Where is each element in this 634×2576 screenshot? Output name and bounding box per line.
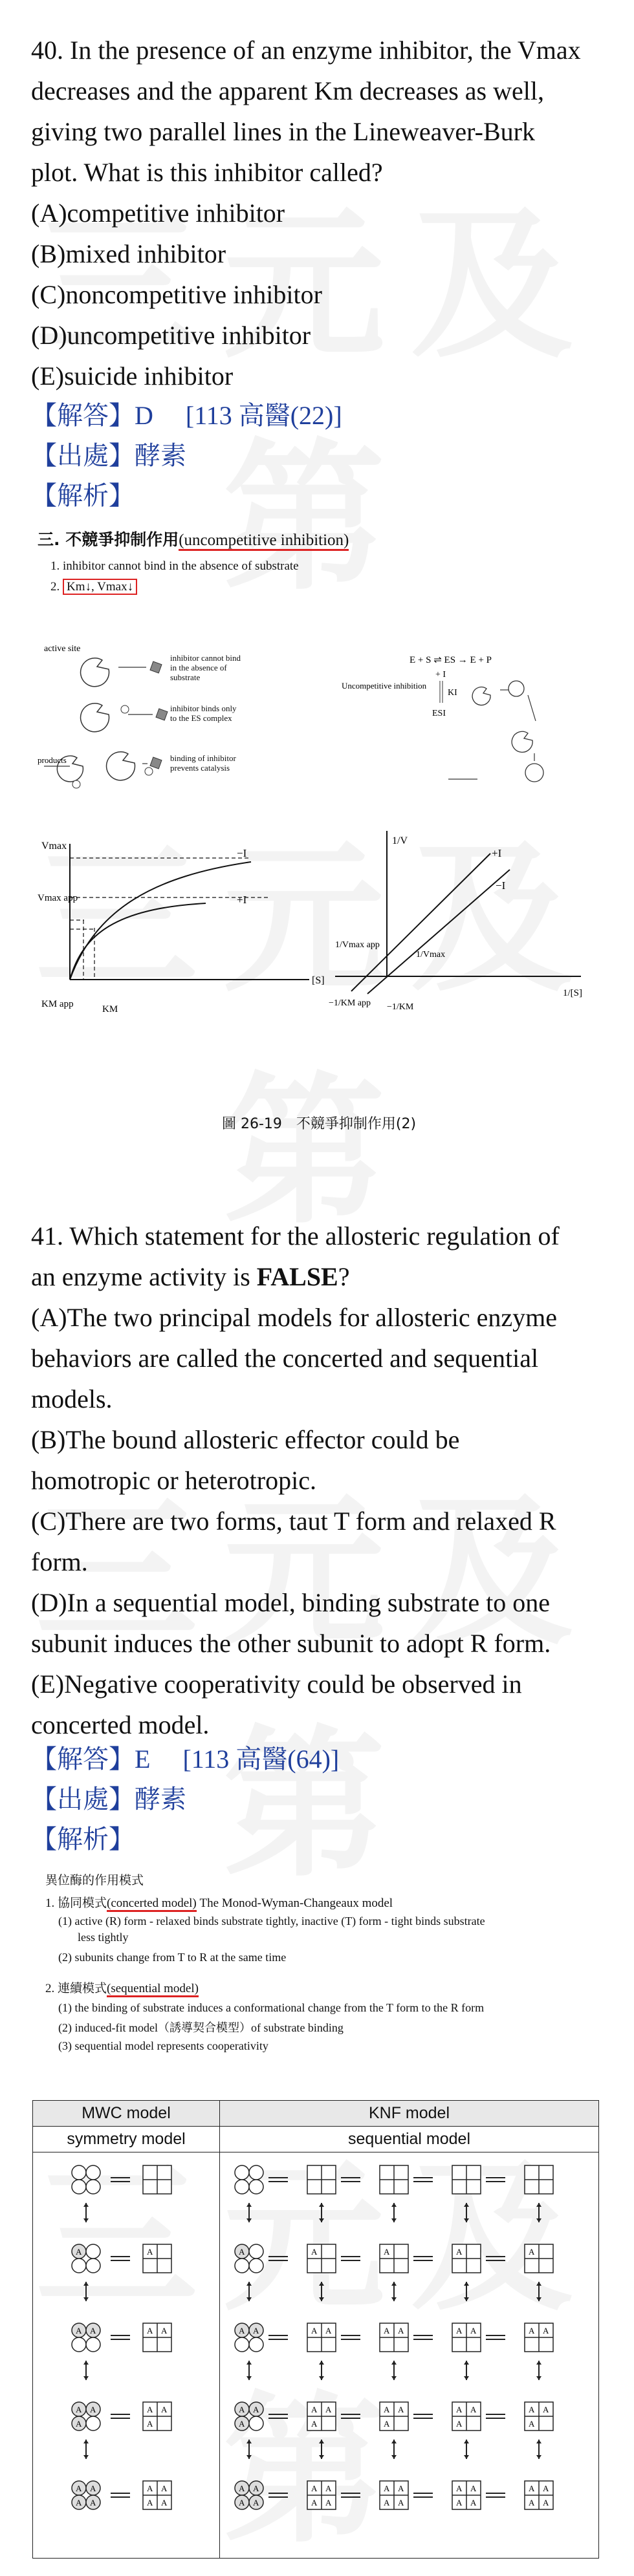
svg-text:A: A [147,2326,153,2335]
r-subunit-block [143,2244,171,2273]
equilibrium-arrow [268,2178,288,2182]
t-subunit [86,2416,100,2431]
mwc-diagram [33,2152,219,2553]
t-subunit [86,2323,100,2337]
scheme-esi: ESI [432,709,446,718]
r-subunit-block [525,2165,553,2194]
t-subunit [72,2495,86,2509]
svg-text:A: A [90,2405,96,2414]
model-1-name: (concerted model) [107,1896,197,1912]
t-subunit [249,2180,263,2194]
mm-curve-minus-i: −I [237,847,247,859]
svg-text:A: A [470,2405,476,2414]
option-c-cont: form. [31,1547,88,1576]
svg-text:A: A [383,2405,389,2414]
vertical-arrow [83,2282,89,2301]
option-d-cont: subunit induces the other subunit to adopt R form. [31,1629,551,1658]
answer-label: 【解答】D [31,401,153,430]
vertical-arrow [391,2361,397,2380]
table-subheader-sequential: sequential model [220,2127,599,2152]
option-d: (D)uncompetitive inhibitor [31,321,311,350]
question-40 [31,30,613,396]
figure-uncompetitive-inhibition [38,527,600,1148]
r-subunit-block [452,2402,481,2431]
svg-text:A: A [147,2247,153,2257]
t-subunit [72,2180,86,2194]
svg-text:A: A [383,2247,389,2257]
vertical-arrow [536,2203,541,2222]
svg-text:A: A [252,2326,259,2335]
t-subunit [86,2495,100,2509]
r-subunit-block [525,2481,553,2509]
option-a: (A)The two principal models for allosteric enzyme [31,1303,558,1332]
option-a-cont: models. [31,1384,113,1413]
svg-text:A: A [76,2484,82,2493]
model-1-point-1-cont: less tightly [78,1931,129,1944]
r-subunit-block [525,2402,553,2431]
r-subunit-block [307,2244,336,2273]
model-2-point-2: (2) induced-fit model（誘導契合模型）of substrate binding [58,2021,344,2034]
svg-text:A: A [238,2498,245,2507]
mm-km-label: KM [102,1004,118,1014]
option-e: (E)Negative cooperativity could be observed in [31,1669,522,1699]
svg-text:A: A [470,2484,476,2493]
svg-text:A: A [455,2484,462,2493]
model-2-point-3: (3) sequential model represents cooperativity [58,2039,268,2052]
model-2-point-1: (1) the binding of substrate induces a conformational change from the T form to the R form [58,2001,485,2014]
model-1-point-2: (2) subunits change from T to R at the same time [58,1951,287,1964]
option-c: (C)noncompetitive inhibitor [31,280,322,309]
svg-text:A: A [238,2419,245,2429]
t-subunit [72,2481,86,2495]
vertical-arrow [246,2282,252,2301]
lb-line-minus-i: −I [496,879,506,892]
t-subunit [235,2337,249,2352]
svg-text:A: A [542,2405,549,2414]
svg-text:A: A [528,2419,534,2429]
vertical-arrow [319,2361,324,2380]
r-subunit-block [380,2481,408,2509]
svg-text:A: A [542,2484,549,2493]
label-cannot-bind: inhibitor cannot bind in the absence of substrate [170,653,241,682]
t-subunit [249,2165,263,2180]
svg-text:A: A [383,2484,389,2493]
equilibrium-arrow [111,2493,130,2497]
svg-text:A: A [383,2498,389,2507]
svg-text:A: A [528,2498,534,2507]
t-subunit [86,2165,100,2180]
knf-diagram-cell [220,2152,599,2559]
t-subunit [235,2416,249,2431]
vertical-arrow [83,2361,89,2380]
svg-text:A: A [238,2326,245,2335]
svg-text:A: A [542,2498,549,2507]
t-subunit [235,2323,249,2337]
vertical-arrow [536,2361,541,2380]
equilibrium-arrow [341,2257,360,2260]
vertical-arrow [391,2440,397,2459]
equilibrium-arrow [268,2493,288,2497]
svg-text:A: A [397,2405,404,2414]
equilibrium-arrow [111,2414,130,2418]
vertical-arrow [536,2282,541,2301]
question-stem-end: ? [338,1262,350,1291]
mwc-knf-comparison-table [32,2100,599,2559]
svg-text:A: A [90,2498,96,2507]
r-subunit-block [143,2402,171,2431]
answer-block-40 [31,396,342,516]
svg-text:A: A [238,2484,245,2493]
t-subunit [249,2481,263,2495]
t-subunit [72,2323,86,2337]
equilibrium-arrow [268,2414,288,2418]
t-subunit [249,2402,263,2416]
equilibrium-arrow [268,2257,288,2260]
t-subunit [86,2180,100,2194]
equilibrium-arrow [486,2414,505,2418]
t-subunit [72,2259,86,2273]
t-subunit [249,2416,263,2431]
r-subunit-block [307,2323,336,2352]
svg-text:A: A [161,2498,168,2507]
svg-text:A: A [325,2484,331,2493]
analysis-label: 【解析】 [31,1825,135,1854]
question-stem-line: plot. What is this inhibitor called? [31,158,383,187]
model-2-name: (sequential model) [107,1982,199,1997]
figure-caption: 圖 26-19 不競爭抑制作用(2) [221,1116,417,1132]
svg-text:A: A [238,2247,245,2257]
label-binds-es: inhibitor binds only to the ES complex [170,703,237,723]
t-subunit [86,2259,100,2273]
option-e: (E)suicide inhibitor [31,361,234,391]
source-label: 【出處】酵素 [31,1785,186,1814]
enzyme-binding-diagram [38,637,309,799]
table-subheader-symmetry: symmetry model [33,2127,220,2152]
model-1-point-1: (1) active (R) form - relaxed binds substrate tightly, inactive (T) form - tight binds substrate [58,1915,485,1927]
option-b: (B)mixed inhibitor [31,239,226,268]
svg-text:A: A [76,2405,82,2414]
svg-text:A: A [161,2484,168,2493]
lb-y-label: 1/V [392,835,408,846]
vertical-arrow [319,2203,324,2222]
svg-text:A: A [147,2484,153,2493]
r-subunit-block [143,2323,171,2352]
svg-text:A: A [311,2405,317,2414]
vertical-arrow [319,2282,324,2301]
option-e-cont: concerted model. [31,1710,210,1739]
svg-text:A: A [238,2405,245,2414]
t-subunit [72,2165,86,2180]
r-subunit-block [452,2323,481,2352]
r-subunit-block [452,2165,481,2194]
option-a: (A)competitive inhibitor [31,199,285,228]
michaelis-menten-plot [38,831,329,1025]
equilibrium-arrow [341,2178,360,2182]
svg-text:A: A [528,2484,534,2493]
equilibrium-arrow [341,2335,360,2339]
svg-text:A: A [311,2498,317,2507]
t-subunit [86,2244,100,2259]
scheme-ki: KI [448,688,457,698]
r-subunit-block [452,2481,481,2509]
svg-text:A: A [311,2484,317,2493]
vertical-arrow [319,2440,324,2459]
equilibrium-arrow [341,2493,360,2497]
model-2-prefix: 2. 連續模式 [45,1982,107,1995]
option-d: (D)In a sequential model, binding substrate to one [31,1588,551,1617]
r-subunit-block [452,2244,481,2273]
t-subunit [235,2481,249,2495]
mm-curve-plus-i: +I [237,894,247,906]
svg-text:A: A [383,2419,389,2429]
svg-text:A: A [470,2498,476,2507]
svg-text:A: A [455,2247,462,2257]
t-subunit [249,2337,263,2352]
vertical-arrow [464,2361,469,2380]
equilibrium-arrow [486,2493,505,2497]
t-subunit [235,2165,249,2180]
equilibrium-arrow [341,2414,360,2418]
t-subunit [86,2402,100,2416]
label-binding-prevents: binding of inhibitor prevents catalysis [170,753,236,773]
svg-text:A: A [161,2326,168,2335]
svg-text:A: A [455,2419,462,2429]
svg-text:A: A [455,2326,462,2335]
svg-text:A: A [311,2247,317,2257]
mm-vmax-app-label: Vmax app [38,893,78,903]
lb-line-plus-i: +I [492,847,502,859]
table-header-mwc: MWC model [33,2101,220,2127]
r-subunit-block [307,2481,336,2509]
r-subunit-block [143,2481,171,2509]
vertical-arrow [391,2282,397,2301]
knf-diagram [222,2152,597,2553]
r-subunit-block [380,2402,408,2431]
svg-text:A: A [528,2326,534,2335]
t-subunit [249,2495,263,2509]
answer-label: 【解答】E [31,1744,151,1774]
figure-point-2-number: 2. [50,580,60,594]
svg-text:A: A [470,2326,476,2335]
svg-text:A: A [76,2498,82,2507]
figure-allosteric-models [45,1871,608,2556]
question-stem-line: an enzyme activity is [31,1262,257,1291]
r-subunit-block [380,2244,408,2273]
option-b: (B)The bound allosteric effector could be [31,1425,460,1454]
t-subunit [72,2416,86,2431]
equilibrium-arrow [111,2335,130,2339]
t-subunit [72,2244,86,2259]
answer-reference: [113 高醫(22)] [185,401,342,430]
equilibrium-arrow [111,2178,130,2182]
t-subunit [249,2259,263,2273]
equilibrium-arrow [486,2178,505,2182]
svg-text:A: A [90,2484,96,2493]
analysis-label: 【解析】 [31,481,135,510]
svg-text:A: A [252,2498,259,2507]
vertical-arrow [83,2203,89,2222]
r-subunit-block [525,2244,553,2273]
t-subunit [72,2337,86,2352]
t-subunit [235,2495,249,2509]
svg-text:A: A [542,2326,549,2335]
equilibrium-arrow [413,2493,433,2497]
label-active-site: active site [44,644,81,654]
r-subunit-block [143,2165,171,2194]
figure-heading-en: (uncompetitive inhibition) [179,531,349,551]
svg-text:A: A [76,2419,82,2429]
equilibrium-arrow [486,2257,505,2260]
model-1-desc: The Monod-Wyman-Changeaux model [196,1896,393,1910]
question-stem-line: decreases and the apparent Km decreases as well, [31,76,544,105]
scheme-reaction: E + S ⇌ ES → E + P [410,655,492,665]
mm-km-app-label: KM app [41,999,74,1009]
svg-text:A: A [90,2326,96,2335]
svg-text:A: A [397,2498,404,2507]
figure-point-1: 1. inhibitor cannot bind in the absence of substrate [50,559,299,573]
r-subunit-block [307,2402,336,2431]
t-subunit [86,2337,100,2352]
svg-text:A: A [397,2326,404,2335]
figure-point-2-box: Km↓, Vmax↓ [63,579,137,595]
mm-x-label: [S] [312,975,325,986]
svg-text:A: A [325,2326,331,2335]
vertical-arrow [246,2203,252,2222]
lineweaver-burk-plot [322,818,600,1031]
vertical-arrow [391,2203,397,2222]
svg-text:A: A [455,2405,462,2414]
svg-text:A: A [161,2405,168,2414]
r-subunit-block [380,2165,408,2194]
label-uncompetitive: Uncompetitive inhibition [342,681,427,691]
equilibrium-arrow [413,2335,433,2339]
question-stem-line: giving two parallel lines in the Lineweaver-Burk [31,117,535,146]
t-subunit [235,2259,249,2273]
t-subunit [249,2323,263,2337]
scheme-plus-inhibitor: + I [435,670,446,680]
answer-block-41 [31,1739,339,1860]
equilibrium-arrow [268,2335,288,2339]
svg-text:A: A [325,2405,331,2414]
svg-text:A: A [528,2405,534,2414]
svg-text:A: A [76,2247,82,2257]
equilibrium-arrow [413,2178,433,2182]
vertical-arrow [464,2440,469,2459]
source-label: 【出處】酵素 [31,441,186,470]
mm-y-label: Vmax [41,841,67,852]
question-41 [31,1216,613,1745]
svg-text:A: A [455,2498,462,2507]
equilibrium-arrow [486,2335,505,2339]
svg-text:A: A [76,2326,82,2335]
t-subunit [72,2402,86,2416]
vertical-arrow [536,2440,541,2459]
svg-text:A: A [147,2405,153,2414]
lb-yint-label: 1/Vmax [416,950,446,960]
mwc-diagram-cell [33,2152,220,2559]
lb-xint-app-label: −1/KM app [329,998,371,1008]
figure-heading-zh: 三. 不競爭抑制作用 [38,530,179,549]
table-header-knf: KNF model [220,2101,599,2127]
equilibrium-arrow [413,2257,433,2260]
t-subunit [235,2244,249,2259]
svg-text:A: A [311,2326,317,2335]
vertical-arrow [464,2282,469,2301]
label-products: products [38,755,67,765]
equilibrium-arrow [413,2414,433,2418]
figure-title: 異位酶的作用模式 [45,1874,144,1887]
equilibrium-arrow [111,2257,130,2260]
svg-text:A: A [252,2405,259,2414]
svg-text:A: A [252,2484,259,2493]
t-subunit [235,2402,249,2416]
lb-x-label: 1/[S] [563,988,582,998]
t-subunit [235,2180,249,2194]
svg-text:A: A [528,2247,534,2257]
vertical-arrow [464,2203,469,2222]
svg-text:A: A [147,2419,153,2429]
r-subunit-block [525,2323,553,2352]
svg-text:A: A [147,2498,153,2507]
t-subunit [249,2244,263,2259]
vertical-arrow [246,2440,252,2459]
svg-text:A: A [311,2419,317,2429]
svg-text:A: A [397,2484,404,2493]
answer-reference: [113 高醫(64)] [182,1744,340,1774]
lb-yint-app-label: 1/Vmax app [335,940,380,950]
option-b-cont: homotropic or heterotropic. [31,1466,316,1495]
kinetic-scheme [322,650,594,799]
lb-xint-label: −1/KM [387,1002,414,1012]
option-c: (C)There are two forms, taut T form and relaxed R [31,1507,556,1536]
r-subunit-block [307,2165,336,2194]
r-subunit-block [380,2323,408,2352]
svg-text:A: A [325,2498,331,2507]
t-subunit [86,2481,100,2495]
svg-text:A: A [383,2326,389,2335]
option-a-cont: behaviors are called the concerted and sequential [31,1344,539,1373]
model-1-prefix: 1. 協同模式 [45,1896,107,1910]
question-stem-line: 40. In the presence of an enzyme inhibitor, the Vmax [31,36,581,65]
question-stem-emphasis: FALSE [256,1262,338,1291]
vertical-arrow [246,2361,252,2380]
vertical-arrow [83,2440,89,2459]
question-stem-line: 41. Which statement for the allosteric regulation of [31,1221,560,1250]
